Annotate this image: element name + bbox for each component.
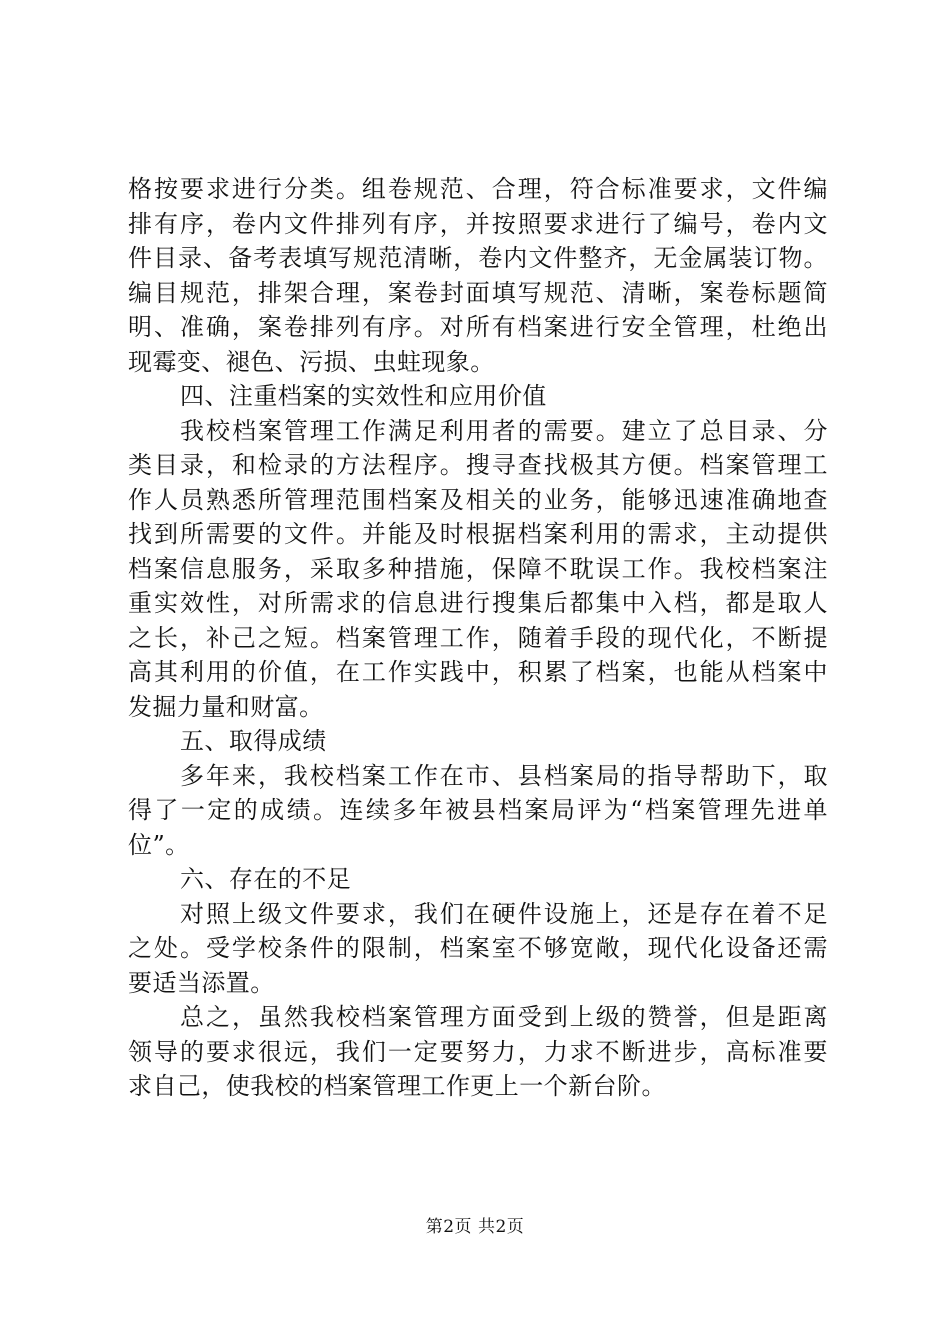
document-body [128,172,828,1104]
text-line: 类目录，和检录的方法程序。搜寻查找极其方便。档案管理工 [128,451,828,479]
text-line: 五、取得成绩 [180,727,327,755]
text-line: 总之，虽然我校档案管理方面受到上级的赞誉，但是距离 [180,1003,828,1031]
text-line: 找到所需要的文件。并能及时根据档案利用的需求，主动提供 [128,520,828,548]
text-line: 明、准确，案卷排列有序。对所有档案进行安全管理，杜绝出 [128,313,828,341]
text-line: 作人员熟悉所管理范围档案及相关的业务，能够迅速准确地查 [128,485,828,514]
text-line: 发掘力量和财富。 [128,692,324,721]
text-line: 现霉变、褪色、污损、虫蛀现象。 [128,347,495,376]
text-line: 多年来，我校档案工作在市、县档案局的指导帮助下，取 [180,761,828,790]
text-line: 档案信息服务，采取多种措施，保障不耽误工作。我校档案注 [128,554,828,583]
text-line: 对照上级文件要求，我们在硬件设施上，还是存在着不足 [180,899,828,928]
text-line: 求自己，使我校的档案管理工作更上一个新台阶。 [128,1072,666,1100]
text-line: 位”。 [128,830,190,859]
text-line: 六、存在的不足 [180,865,352,893]
text-line: 格按要求进行分类。组卷规范、合理，符合标准要求，文件编 [128,175,828,203]
text-line: 件目录、备考表填写规范清晰，卷内文件整齐，无金属装订物。 [128,244,828,272]
text-line: 排有序，卷内文件排列有序，并按照要求进行了编号，卷内文 [128,209,828,238]
page-footer: 第2页 共2页 [425,1217,525,1237]
text-line: 我校档案管理工作满足利用者的需要。建立了总目录、分 [180,416,828,445]
text-line: 之处。受学校条件的限制，档案室不够宽敞，现代化设备还需 [128,934,828,962]
text-line: 四、注重档案的实效性和应用价值 [180,382,547,410]
text-line: 领导的要求很远，我们一定要努力，力求不断进步，高标准要 [128,1037,828,1066]
text-line: 重实效性，对所需求的信息进行搜集后都集中入档，都是取人 [128,589,828,617]
text-line: 之长，补己之短。档案管理工作，随着手段的现代化，不断提 [128,623,828,652]
text-line: 要适当添置。 [128,968,275,997]
text-line: 编目规范，排架合理，案卷封面填写规范、清晰，案卷标题简 [128,278,828,307]
text-line: 得了一定的成绩。连续多年被县档案局评为“档案管理先进单 [128,796,828,824]
text-line: 高其利用的价值，在工作实践中，积累了档案，也能从档案中 [128,658,828,686]
